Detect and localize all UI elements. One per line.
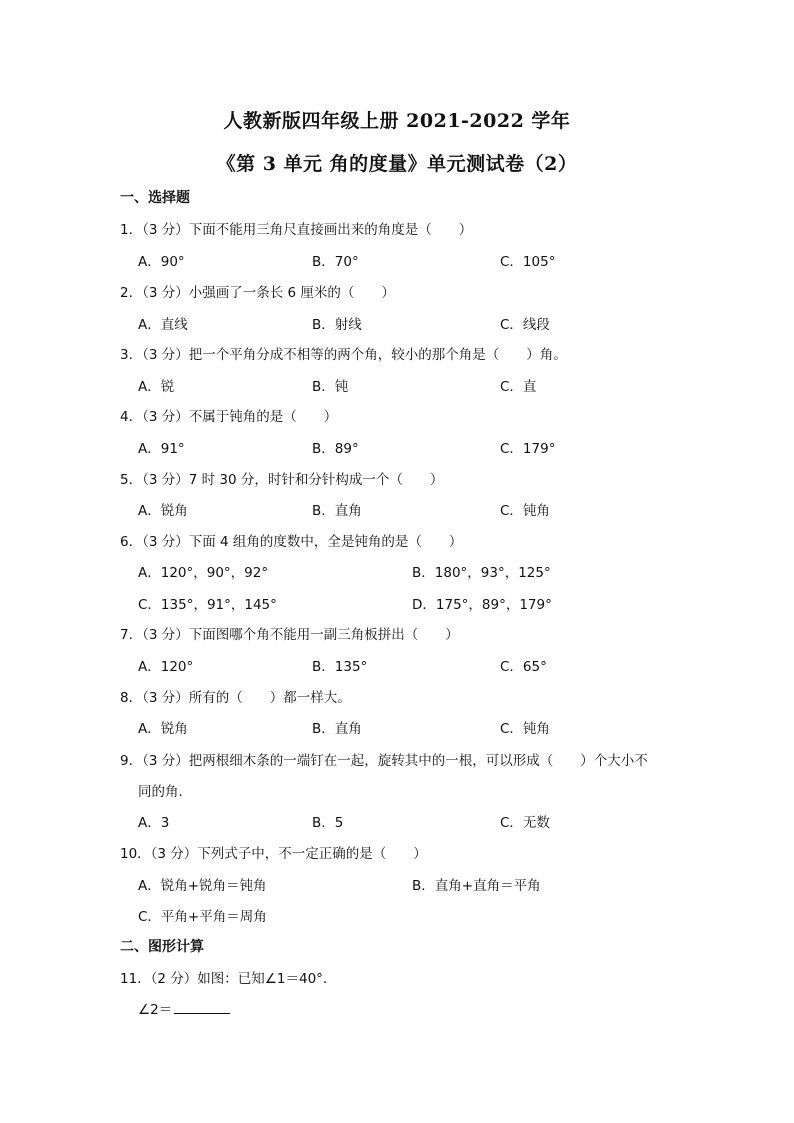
question-8-option-c: C．钝角	[500, 721, 550, 737]
question-7-option-c: C．65°	[500, 659, 547, 675]
question-2-stem: 2．（3 分）小强画了一条长 6 厘米的（ ）	[120, 285, 395, 301]
question-7-option-b: B．135°	[312, 659, 368, 675]
question-4-option-b: B．89°	[312, 441, 359, 457]
exam-title-line-2: 《第 3 单元 角的度量》单元测试卷（2）	[216, 153, 578, 175]
question-6-option-b: B．180°，93°，125°	[412, 565, 551, 581]
question-3-option-a: A．锐	[138, 379, 175, 395]
question-9-stem-line-2: 同的角．	[138, 784, 192, 800]
question-7-stem: 7．（3 分）下面图哪个角不能用一副三角板拼出（ ）	[120, 627, 459, 643]
question-11-answer-blank[interactable]	[174, 1000, 230, 1014]
question-1-option-a: A．90°	[138, 254, 185, 270]
exam-title-line-1: 人教新版四年级上册 2021-2022 学年	[223, 110, 571, 132]
question-9-option-b: B．5	[312, 815, 344, 831]
question-9-option-c: C．无数	[500, 815, 550, 831]
question-6-option-a: A．120°，90°，92°	[138, 565, 269, 581]
question-10-option-b: B．直角+直角＝平角	[412, 878, 541, 894]
question-3-stem: 3．（3 分）把一个平角分成不相等的两个角，较小的那个角是（ ）角。	[120, 347, 567, 363]
question-5-option-c: C．钝角	[500, 503, 550, 519]
question-1-stem: 1．（3 分）下面不能用三角尺直接画出来的角度是（ ）	[120, 222, 473, 238]
section-heading-figure-calc: 二、图形计算	[120, 939, 204, 955]
question-8-option-b: B．直角	[312, 721, 362, 737]
question-5-stem: 5．（3 分）7 时 30 分，时针和分针构成一个（ ）	[120, 472, 444, 488]
section-heading-choice: 一、选择题	[120, 190, 190, 206]
question-4-stem: 4．（3 分）不属于钝角的是（ ）	[120, 409, 338, 425]
question-2-option-c: C．线段	[500, 317, 550, 333]
question-5-option-b: B．直角	[312, 503, 362, 519]
question-11-answer-line	[138, 998, 230, 1018]
question-8-option-a: A．锐角	[138, 721, 188, 737]
question-6-option-c: C．135°，91°，145°	[138, 597, 277, 613]
question-4-option-c: C．179°	[500, 441, 556, 457]
question-2-option-a: A．直线	[138, 317, 188, 333]
question-11-answer-label: ∠2＝	[138, 1002, 173, 1018]
question-2-option-b: B．射线	[312, 317, 362, 333]
question-4-option-a: A．91°	[138, 441, 185, 457]
question-5-option-a: A．锐角	[138, 503, 188, 519]
question-1-option-c: C．105°	[500, 254, 556, 270]
question-10-option-c: C．平角+平角＝周角	[138, 909, 267, 925]
question-11-stem: 11．（2 分）如图：已知∠1＝40°．	[120, 971, 337, 987]
question-3-option-b: B．钝	[312, 379, 349, 395]
question-9-stem-line-1: 9．（3 分）把两根细木条的一端钉在一起，旋转其中的一根，可以形成（ ）个大小不	[120, 753, 648, 769]
question-9-option-a: A．3	[138, 815, 170, 831]
question-6-stem: 6．（3 分）下面 4 组角的度数中，全是钝角的是（ ）	[120, 534, 463, 550]
question-1-option-b: B．70°	[312, 254, 359, 270]
question-6-option-d: D．175°，89°，179°	[412, 597, 552, 613]
question-10-stem: 10．（3 分）下列式子中，不一定正确的是（ ）	[120, 846, 427, 862]
question-7-option-a: A．120°	[138, 659, 194, 675]
question-8-stem: 8．（3 分）所有的（ ）都一样大。	[120, 690, 351, 706]
question-3-option-c: C．直	[500, 379, 537, 395]
question-10-option-a: A．锐角+锐角＝钝角	[138, 878, 267, 894]
